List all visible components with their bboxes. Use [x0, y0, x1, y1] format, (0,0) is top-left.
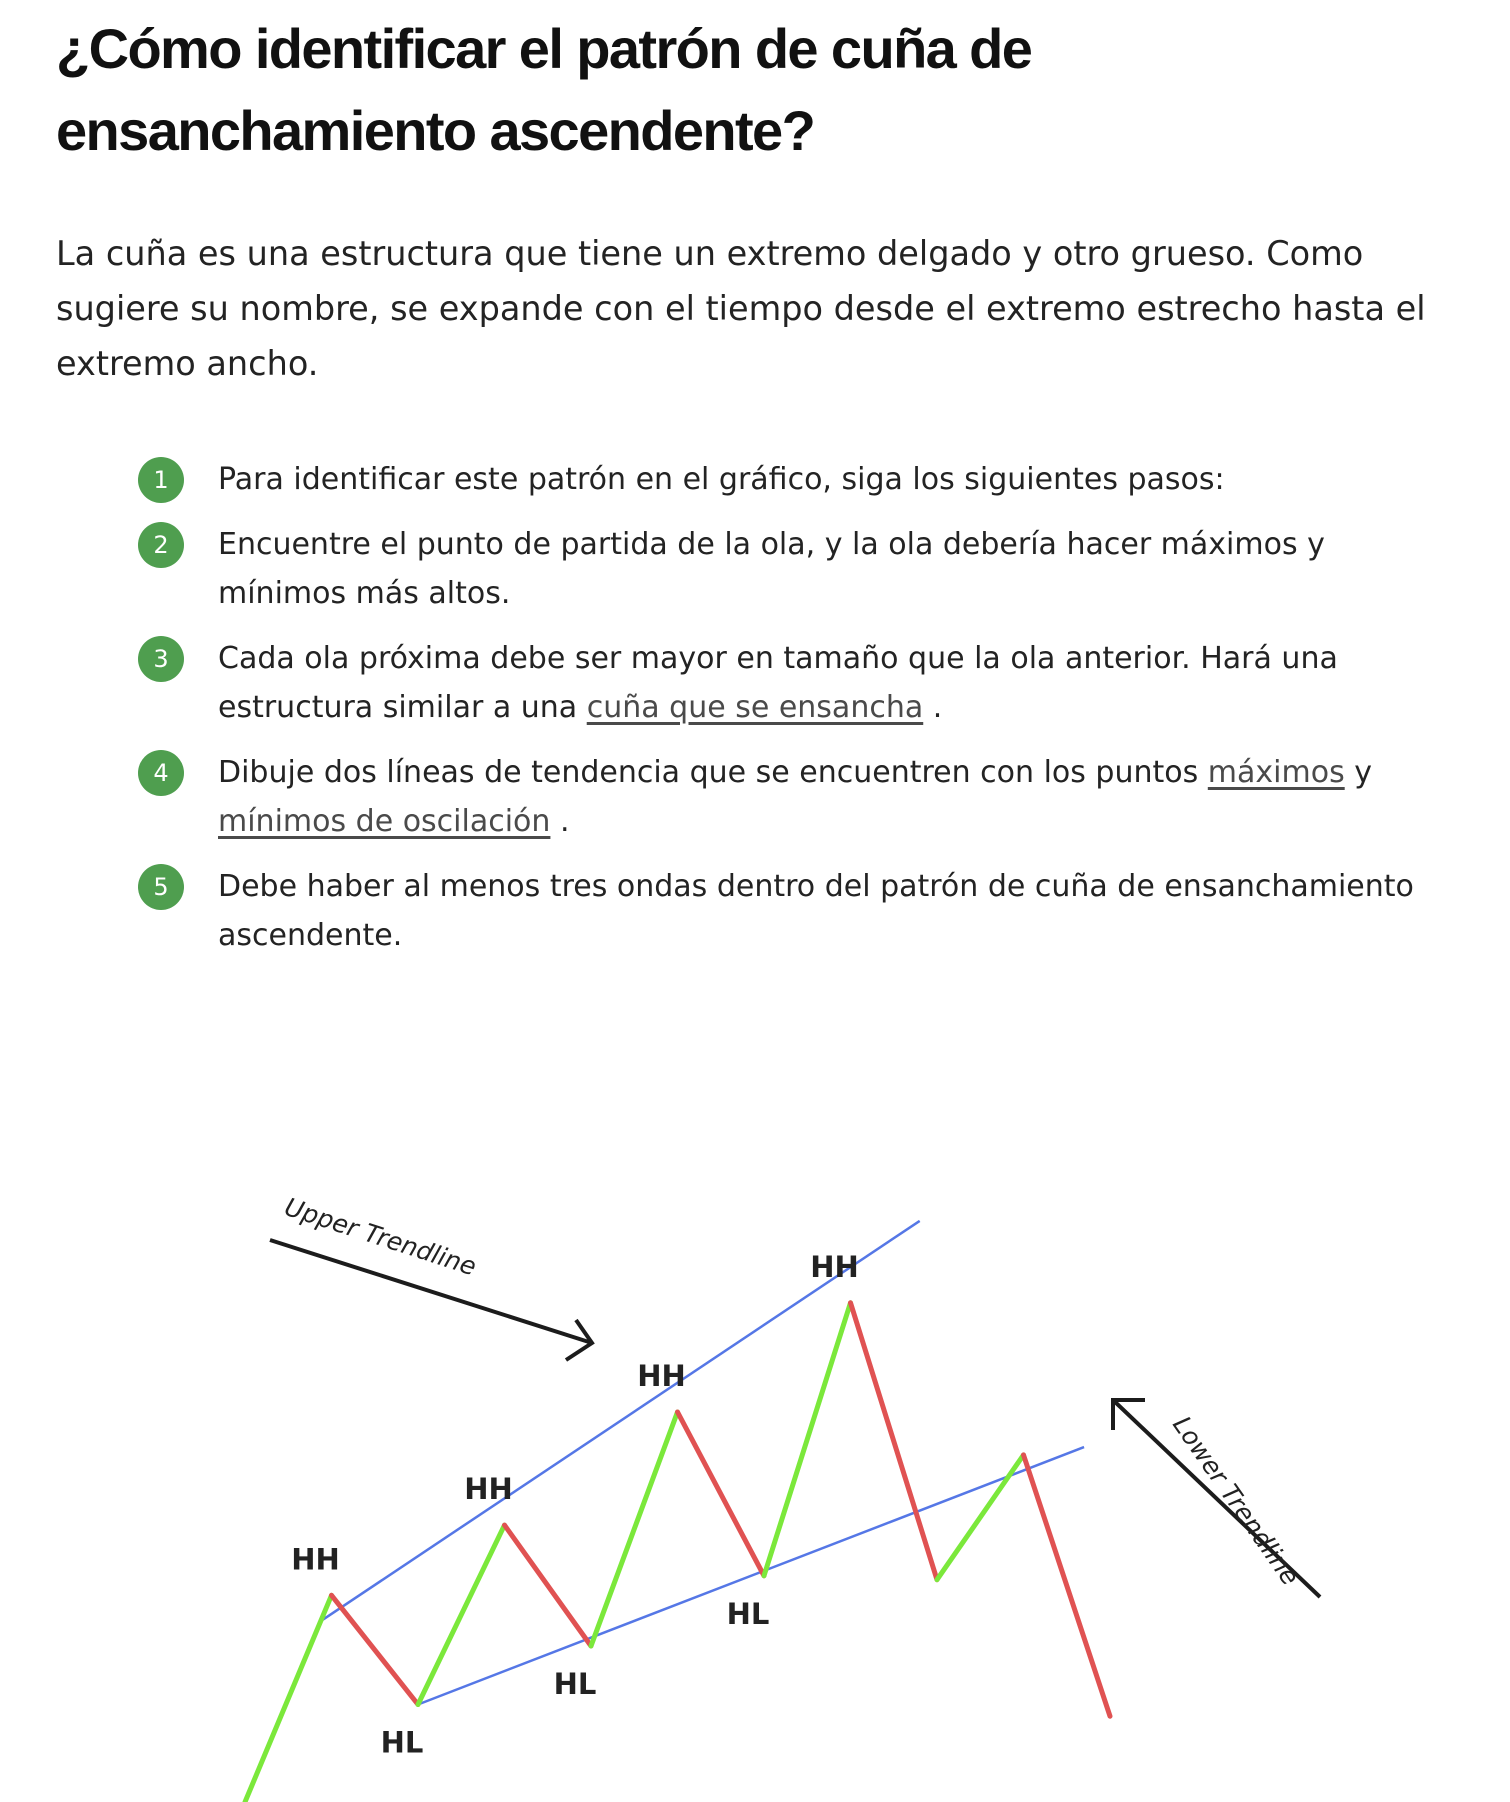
step-number-badge: 3	[138, 636, 184, 682]
lower-trendline-label: Lower Trendline	[1167, 1410, 1306, 1591]
step-number-badge: 5	[138, 864, 184, 910]
list-item	[138, 634, 1458, 732]
step-text-part: Dibuje dos líneas de tendencia que se encuentren con los puntos	[218, 755, 1199, 790]
wave-segment-down	[678, 1412, 765, 1576]
step-text-part: .	[932, 690, 943, 725]
wave-segment-down	[1024, 1455, 1111, 1716]
step-text-part: .	[559, 804, 570, 839]
intro-paragraph: La cuña es una estructura que tiene un extremo delgado y otro grueso. Como sugiere su nombre, se expande con el tiempo desde el extremo estrecho hasta el extremo ancho.	[56, 234, 1426, 383]
point-label-hl: HL	[726, 1596, 770, 1631]
step-text-part: y	[1354, 755, 1373, 790]
wave-segment-down	[505, 1525, 592, 1646]
step-text: Encuentre el punto de partida de la ola, y la ola debería hacer máximos y mínimos más altos.	[218, 527, 1325, 611]
step-text	[218, 755, 1372, 839]
point-label-hh: HH	[637, 1359, 686, 1393]
wave-segment-down	[851, 1303, 938, 1580]
wedge-pattern-chart	[0, 1060, 1510, 1802]
lower-trendline	[418, 1447, 1084, 1704]
point-label-hh: HH	[810, 1249, 859, 1284]
list-item	[138, 520, 1458, 618]
list-item	[138, 748, 1458, 846]
wave-segment-up	[418, 1525, 505, 1704]
link-swing-highs[interactable]: máximos	[1207, 755, 1345, 790]
step-number-badge: 4	[138, 750, 184, 796]
step-text: Para identificar este patrón en el gráfico, siga los siguientes pasos:	[218, 462, 1225, 497]
list-item	[138, 862, 1458, 960]
page-title: ¿Cómo identificar el patrón de cuña de ensanchamiento ascendente?	[56, 17, 1032, 162]
link-swing-lows[interactable]: mínimos de oscilación	[218, 804, 551, 839]
step-text-part: Cada ola próxima debe ser mayor en tamaño que la ola anterior. Hará una estructura similar a una	[218, 641, 1338, 725]
upper-trendline-label: Upper Trendline	[281, 1192, 480, 1282]
step-number-badge: 2	[138, 522, 184, 568]
wave-segment-down	[332, 1595, 419, 1704]
list-item	[138, 455, 1458, 504]
link-widening-wedge[interactable]: cuña que se ensancha	[586, 690, 924, 725]
wave-segment-up	[937, 1455, 1024, 1580]
wave-segment-up	[764, 1303, 851, 1576]
step-text	[218, 641, 1338, 725]
point-label-hh: HH	[291, 1542, 340, 1577]
point-label-hl: HL	[380, 1725, 424, 1760]
steps-list	[138, 455, 1458, 976]
point-label-hh: HH	[464, 1472, 513, 1507]
step-text: Debe haber al menos tres ondas dentro del patrón de cuña de ensanchamiento ascendente.	[218, 869, 1414, 953]
wave-segment-up	[591, 1412, 678, 1646]
step-number-badge: 1	[138, 457, 184, 503]
wave-segment-up	[245, 1595, 332, 1802]
point-label-hl: HL	[553, 1667, 597, 1701]
